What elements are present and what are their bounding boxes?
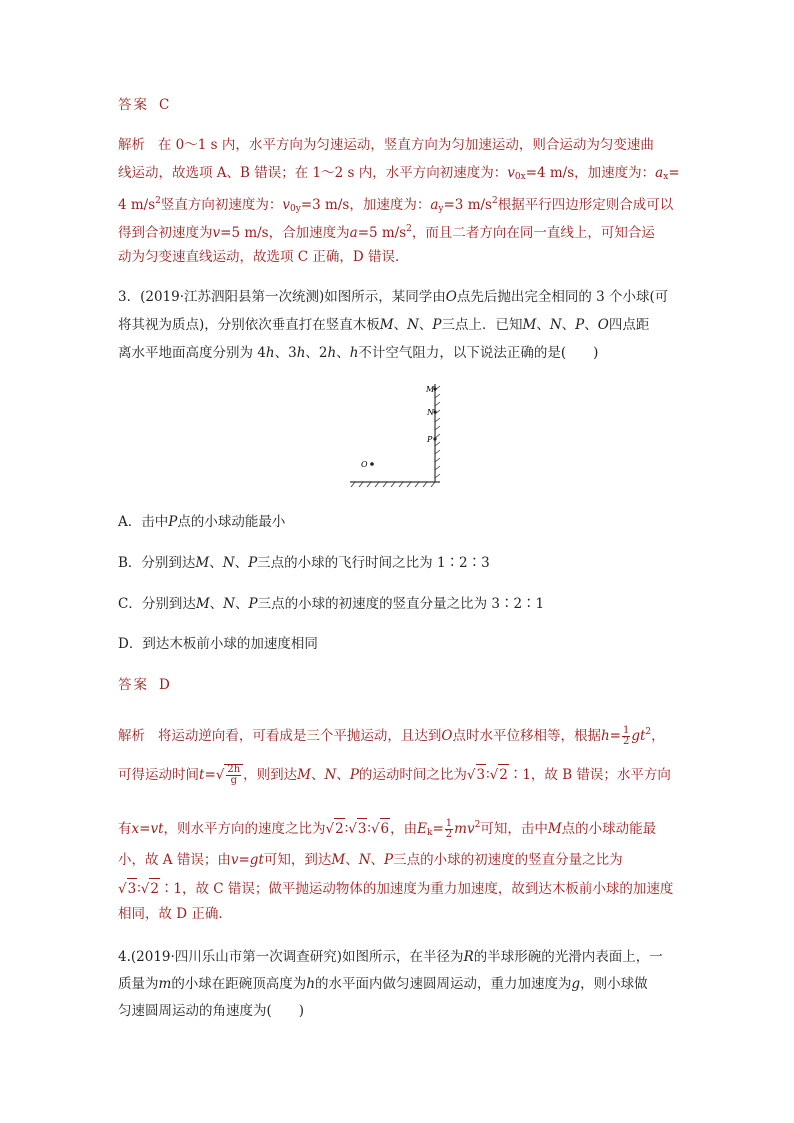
- option-text: B．分别到达: [118, 555, 196, 571]
- option-text: 点的小球动能最小: [177, 514, 286, 530]
- separator: 、: [393, 317, 408, 333]
- separator: 、: [418, 317, 433, 333]
- option-text: A．击中: [118, 514, 169, 530]
- separator: 、: [234, 596, 249, 612]
- analysis-text: 相同，故 D 正确．: [118, 906, 232, 922]
- analysis-text: =5 m/s，合加速度为: [220, 225, 350, 241]
- sqrt-value: 6: [380, 818, 391, 839]
- question-3-line-2: [118, 315, 649, 335]
- var-t: t: [199, 767, 205, 783]
- superscript: 2: [474, 820, 481, 830]
- question-text: 、: [336, 345, 350, 361]
- question-text: 匀速圆周运动的角速度为( ): [118, 1003, 305, 1019]
- analysis-text: 在 0～1 s 内，水平方向为匀速运动，竖直方向为匀加速运动，则合运动为匀变速曲: [157, 137, 654, 153]
- var-N: N: [324, 767, 337, 783]
- answer-label: 答案: [118, 97, 149, 113]
- option-A: [118, 512, 285, 532]
- question-text: 3．(2019·江苏泗阳县第一次统测)如图所示，某同学由: [118, 289, 446, 305]
- var-h: h: [600, 728, 610, 744]
- subscript: 0y: [290, 204, 301, 214]
- var-M: M: [195, 555, 210, 571]
- var-M: M: [522, 317, 537, 333]
- var-M: M: [195, 596, 210, 612]
- var-h: h: [306, 976, 316, 992]
- question-text: 的水平面内做匀速圆周运动，重力加速度为: [315, 976, 572, 992]
- question-text: ，则小球做: [580, 976, 648, 992]
- question-text: 4.(2019·四川乐山市第一次调查研究)如图所示，在半径为: [118, 949, 464, 965]
- separator: ∶: [344, 821, 349, 837]
- denominator: 2: [622, 736, 630, 747]
- subscript: y: [438, 204, 444, 214]
- analysis-1-line-5: [118, 247, 409, 267]
- analysis-text: 有: [118, 821, 132, 837]
- question-text: 的半球形碗的光滑内表面上，一: [473, 949, 663, 965]
- separator: 、: [336, 767, 350, 783]
- question-text: 不计空气阻力，以下说法正确的是( ): [358, 345, 599, 361]
- question-4-line-3: [118, 1001, 304, 1021]
- var-m: m: [158, 976, 172, 992]
- var-v: v: [230, 852, 239, 868]
- analysis-text: =3 m/s: [443, 197, 492, 213]
- analysis-text: 三点的小球的初速度的竖直分量之比为: [393, 852, 623, 868]
- var-N: N: [222, 555, 235, 571]
- var-P: P: [248, 596, 258, 612]
- numerator: 1: [622, 725, 630, 736]
- answer-value: C: [159, 97, 170, 113]
- question-3-line-3: [118, 343, 598, 363]
- var-v: v: [282, 197, 291, 213]
- question-text: 、3: [274, 345, 297, 361]
- sqrt-value: 3: [476, 764, 487, 785]
- sqrt-value: 3: [127, 878, 138, 899]
- question-text: 质量为: [118, 976, 159, 992]
- fraction-half: [622, 726, 630, 747]
- var-a: a: [655, 165, 664, 181]
- answer-value: D: [159, 677, 170, 693]
- separator: ∶: [486, 767, 490, 783]
- analysis-text: ，: [651, 728, 665, 744]
- var-M: M: [379, 317, 394, 333]
- var-vt: vt: [150, 821, 164, 837]
- analysis-2-line-4: [118, 850, 623, 870]
- question-4-line-1: [118, 947, 663, 967]
- analysis-1-line-2: [118, 163, 680, 187]
- numerator: 1: [445, 818, 453, 829]
- var-g: g: [571, 976, 581, 992]
- var-P: P: [432, 317, 442, 333]
- analysis-text: 可得运动时间: [118, 767, 199, 783]
- denominator: g: [230, 775, 237, 786]
- analysis-text: 得到合初速度为: [118, 225, 213, 241]
- analysis-text: ∶1，故 B 错误；水平方向: [508, 767, 671, 783]
- var-gt: gt: [249, 852, 264, 868]
- question-text: 、2: [305, 345, 328, 361]
- separator: 、: [561, 317, 576, 333]
- analysis-2-line-5: √3∶√2∶1，故 C 错误；做平抛运动物体的加速度为重力加速度，故到达木板前小球的加速度: [118, 878, 673, 899]
- analysis-text: ，由: [390, 821, 418, 837]
- analysis-text: =3 m/s，加速度为：: [300, 197, 431, 213]
- analysis-text: 线运动，故选项 A、B 错误；在 1～2 s 内，水平方向初速度为：: [118, 165, 508, 181]
- var-N: N: [407, 317, 419, 333]
- option-B: [118, 553, 490, 573]
- analysis-text: 动为匀变速直线运动，故选项 C 正确，D 错误．: [118, 249, 409, 265]
- question-text: 四点距: [608, 317, 650, 333]
- var-a: a: [349, 225, 358, 241]
- analysis-text: 4 m/s: [118, 197, 156, 213]
- analysis-text: 点的小球动能最: [561, 821, 657, 837]
- var-O: O: [597, 317, 609, 333]
- label-O: O: [361, 460, 368, 469]
- label-M: M: [426, 385, 435, 394]
- equals: =: [238, 852, 250, 868]
- analysis-1-line-4: [118, 219, 655, 243]
- analysis-2-line-6: [118, 904, 232, 924]
- analysis-text: 小，故 A 错误；由: [118, 852, 231, 868]
- question-text: 将其视为质点)，分别依次垂直打在竖直木板: [118, 317, 380, 333]
- var-P: P: [168, 514, 178, 530]
- separator: ∶: [367, 821, 371, 837]
- analysis-text: =: [668, 165, 680, 181]
- numerator: 2h: [227, 764, 241, 775]
- sqrt-value: 3: [357, 818, 368, 839]
- separator: 、: [584, 317, 598, 333]
- var-N: N: [223, 596, 235, 612]
- var-N: N: [549, 317, 562, 333]
- option-text: 三点的小球的初速度的竖直分量之比为 3∶2∶1: [257, 596, 545, 612]
- equals: =: [432, 821, 444, 837]
- equals: =: [609, 728, 621, 744]
- var-E: E: [417, 821, 427, 837]
- subscript: x: [663, 172, 669, 182]
- separator: 、: [311, 767, 325, 783]
- var-P: P: [349, 767, 359, 783]
- question-text: 离水平地面高度分别为 4: [118, 345, 266, 361]
- analysis-text: ，则到达: [243, 767, 298, 783]
- figure-board-diagram: [345, 378, 455, 490]
- var-h: h: [265, 345, 275, 361]
- fraction-half: [445, 819, 453, 840]
- label-N: N: [427, 408, 434, 417]
- var-P: P: [384, 852, 394, 868]
- var-O: O: [441, 728, 453, 744]
- var-P: P: [248, 555, 258, 571]
- var-N: N: [358, 852, 371, 868]
- analysis-text: ∶1，故 C 错误；做平抛运动物体的加速度为重力加速度，故到达木板前小球的加速度: [159, 881, 674, 897]
- var-x: x: [131, 821, 140, 837]
- answer-1: [118, 95, 169, 115]
- var-O: O: [445, 289, 457, 305]
- equals: =: [139, 821, 151, 837]
- var-h: h: [349, 345, 359, 361]
- option-text: D．到达木板前小球的加速度相同: [118, 636, 318, 652]
- analysis-text: 的运动时间之比为: [358, 767, 467, 783]
- analysis-text: 竖直方向初速度为：: [160, 197, 283, 213]
- sqrt-value: 2: [498, 764, 509, 785]
- analysis-2-line-1: [118, 722, 665, 747]
- separator: ∶: [137, 881, 141, 897]
- separator: 、: [234, 555, 249, 571]
- fraction-2h-g: [226, 765, 241, 786]
- var-M: M: [297, 767, 311, 783]
- superscript: 2: [491, 196, 498, 206]
- var-v: v: [212, 225, 221, 241]
- analysis-text: ，而且二者方向在同一直线上，可知合运: [411, 225, 655, 241]
- separator: 、: [209, 596, 224, 612]
- label-P: P: [427, 435, 433, 444]
- analysis-1-line-3: [118, 191, 673, 219]
- var-gt: gt: [631, 728, 646, 744]
- var-P: P: [575, 317, 585, 333]
- analysis-text: 根据平行四边形定则合成可以: [497, 197, 674, 213]
- separator: 、: [209, 555, 223, 571]
- analysis-text: =5 m/s: [357, 225, 407, 241]
- sqrt-value: 2: [334, 818, 345, 839]
- analysis-text: 可知，到达: [263, 852, 332, 868]
- question-3-line-1: [118, 287, 668, 307]
- point-P: [433, 437, 436, 440]
- sqrt-fraction: [224, 764, 243, 786]
- equals: =: [204, 767, 216, 783]
- var-R: R: [463, 949, 474, 965]
- var-h: h: [296, 345, 306, 361]
- question-text: 的小球在距碗顶高度为: [171, 976, 307, 992]
- analysis-label: 解析: [118, 728, 145, 744]
- subscript: k: [427, 828, 433, 838]
- question-4-line-2: [118, 974, 648, 994]
- denominator: 2: [445, 829, 453, 840]
- var-h: h: [327, 345, 337, 361]
- analysis-text: 可知，击中: [480, 821, 548, 837]
- option-text: 三点的小球的飞行时间之比为 1∶2∶3: [257, 555, 490, 571]
- option-C: [118, 594, 544, 614]
- var-M: M: [331, 852, 346, 868]
- var-mv: mv: [454, 821, 475, 837]
- option-text: C．分别到达: [118, 596, 196, 612]
- superscript: 2: [155, 196, 161, 206]
- var-v: v: [507, 165, 515, 181]
- analysis-label: 解析: [118, 137, 145, 153]
- question-text: 三点上．已知: [441, 317, 523, 333]
- analysis-2-line-3: 有x=vt，则水平方向的速度之比为√2∶√3∶√6，由$E_k=$ $\frac{1}{2}$ $mv^2$可知，击中M点的小球动能最: [118, 818, 657, 840]
- var-a: a: [430, 197, 439, 213]
- separator: 、: [345, 852, 359, 868]
- separator: 、: [370, 852, 385, 868]
- analysis-text: 将运动逆向看，可看成是三个平抛运动，且达到: [157, 728, 442, 744]
- sqrt-value: 2: [149, 878, 160, 899]
- var-M: M: [547, 821, 562, 837]
- analysis-text: ，则水平方向的速度之比为: [163, 821, 326, 837]
- point-O: [370, 462, 374, 466]
- superscript: 2: [406, 224, 412, 234]
- subscript: 0x: [514, 172, 526, 182]
- answer-2: [118, 675, 170, 695]
- analysis-text: =4 m/s，加速度为：: [525, 165, 656, 181]
- question-text: 点先后抛出完全相同的 3 个小球(可: [456, 289, 669, 305]
- board-diagram-svg: [345, 378, 455, 490]
- superscript: 2: [645, 727, 652, 737]
- option-D: [118, 634, 318, 654]
- answer-label: 答案: [118, 677, 149, 693]
- analysis-2-line-2: 可得运动时间t=√ $\frac{2h}{g}$ ，则到达M、N、P的运动时间之比为√3∶√2∶1，故 B 错误；水平方向: [118, 764, 671, 786]
- analysis-1-line-1: [118, 135, 654, 155]
- separator: 、: [536, 317, 550, 333]
- analysis-text: 点时水平位移相等，根据: [452, 728, 601, 744]
